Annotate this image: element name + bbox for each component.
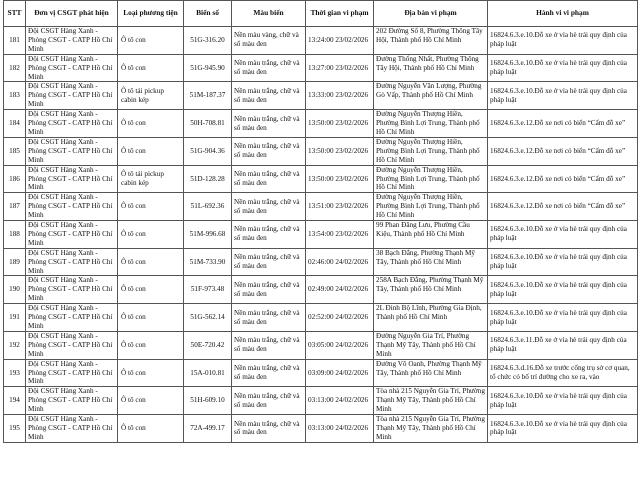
table-row: [4, 193, 638, 221]
cell-plate: 51G-904.36: [184, 137, 232, 165]
cell-stt: 190: [4, 276, 26, 304]
table-row: [4, 82, 638, 110]
cell-plate: 51M-996.68: [184, 221, 232, 249]
cell-time: 02:52:00 24/02/2026: [306, 304, 374, 332]
cell-time: 13:51:00 23/02/2026: [306, 193, 374, 221]
cell-location: Đường Nguyễn Thượng Hiền, Phường Bình Lợi Trung, Thành phố Hồ Chí Minh: [374, 165, 488, 193]
cell-unit: Đội CSGT Hàng Xanh - Phòng CSGT - CATP Hồ Chí Minh: [26, 248, 118, 276]
table-row: [4, 276, 638, 304]
cell-time: 13:50:00 23/02/2026: [306, 137, 374, 165]
header-vehicle: Loại phương tiện: [118, 1, 184, 27]
table-row: [4, 165, 638, 193]
table-row: [4, 27, 638, 55]
table-row: [4, 359, 638, 387]
cell-stt: 191: [4, 304, 26, 332]
cell-plate: 51M-187.37: [184, 82, 232, 110]
cell-stt: 192: [4, 331, 26, 359]
cell-plate: 50E-720.42: [184, 331, 232, 359]
cell-plate: 51D-128.28: [184, 165, 232, 193]
cell-violation: 16824.6.3.e.10.Đỗ xe ở vỉa hè trái quy định của pháp luật: [488, 248, 638, 276]
cell-unit: Đội CSGT Hàng Xanh - Phòng CSGT - CATP Hồ Chí Minh: [26, 193, 118, 221]
cell-location: Đường Nguyễn Gia Trí, Phường Thạnh Mỹ Tây, Thành phố Hồ Chí Minh: [374, 331, 488, 359]
cell-time: 13:27:00 23/02/2026: [306, 54, 374, 82]
cell-vehicle: Ô tô con: [118, 359, 184, 387]
cell-unit: Đội CSGT Hàng Xanh - Phòng CSGT - CATP Hồ Chí Minh: [26, 304, 118, 332]
cell-unit: Đội CSGT Hàng Xanh - Phòng CSGT - CATP Hồ Chí Minh: [26, 359, 118, 387]
cell-location: Đường Võ Oanh, Phường Thạnh Mỹ Tây, Thành phố Hồ Chí Minh: [374, 359, 488, 387]
header-location: Địa bàn vi phạm: [374, 1, 488, 27]
cell-unit: Đội CSGT Hàng Xanh - Phòng CSGT - CATP Hồ Chí Minh: [26, 165, 118, 193]
violations-table: [3, 0, 638, 443]
cell-stt: 194: [4, 387, 26, 415]
cell-violation: 16824.6.3.e.12.Đỗ xe nơi có biển “Cấm đỗ xe”: [488, 110, 638, 138]
cell-plate-color: Nền màu trắng, chữ và số màu đen: [232, 137, 306, 165]
cell-stt: 182: [4, 54, 26, 82]
cell-time: 02:46:00 24/02/2026: [306, 248, 374, 276]
cell-unit: Đội CSGT Hàng Xanh - Phòng CSGT - CATP Hồ Chí Minh: [26, 221, 118, 249]
cell-violation: 16824.6.3.e.10.Đỗ xe ở vỉa hè trái quy định của pháp luật: [488, 387, 638, 415]
header-violation: Hành vi vi phạm: [488, 1, 638, 27]
cell-plate: 51F-973.48: [184, 276, 232, 304]
cell-plate: 51L-692.36: [184, 193, 232, 221]
cell-time: 03:09:00 24/02/2026: [306, 359, 374, 387]
cell-unit: Đội CSGT Hàng Xanh - Phòng CSGT - CATP Hồ Chí Minh: [26, 54, 118, 82]
cell-stt: 193: [4, 359, 26, 387]
cell-time: 02:49:00 24/02/2026: [306, 276, 374, 304]
cell-stt: 187: [4, 193, 26, 221]
cell-plate: 51G-316.20: [184, 27, 232, 55]
cell-vehicle: Ô tô con: [118, 415, 184, 443]
cell-unit: Đội CSGT Hàng Xanh - Phòng CSGT - CATP Hồ Chí Minh: [26, 276, 118, 304]
cell-plate-color: Nền màu trắng, chữ và số màu đen: [232, 331, 306, 359]
cell-plate: 51G-562.14: [184, 304, 232, 332]
cell-location: Đường Nguyễn Thượng Hiền, Phường Bình Lợi Trung, Thành phố Hồ Chí Minh: [374, 110, 488, 138]
cell-time: 13:33:00 23/02/2026: [306, 82, 374, 110]
cell-unit: Đội CSGT Hàng Xanh - Phòng CSGT - CATP Hồ Chí Minh: [26, 110, 118, 138]
cell-violation: 16824.6.3.e.10.Đỗ xe ở vỉa hè trái quy định của pháp luật: [488, 276, 638, 304]
cell-violation: 16824.6.3.e.12.Đỗ xe nơi có biển “Cấm đỗ xe”: [488, 137, 638, 165]
cell-vehicle: Ô tô con: [118, 276, 184, 304]
cell-violation: 16824.6.3.e.11.Đỗ xe ở vỉa hè trái quy định của pháp luật: [488, 331, 638, 359]
header-plate-color: Màu biển: [232, 1, 306, 27]
cell-vehicle: Ô tô con: [118, 248, 184, 276]
cell-vehicle: Ô tô con: [118, 331, 184, 359]
header-plate: Biển số: [184, 1, 232, 27]
cell-location: Đường Nguyễn Văn Lượng, Phường Gò Vấp, Thành phố Hồ Chí Minh: [374, 82, 488, 110]
cell-vehicle: Ô tô con: [118, 221, 184, 249]
cell-violation: 16824.6.3.d.16.Đỗ xe trước cổng trụ sở cơ quan, tổ chức có bố trí đường cho xe ra, vào: [488, 359, 638, 387]
cell-plate-color: Nền màu trắng, chữ và số màu đen: [232, 221, 306, 249]
cell-time: 13:24:00 23/02/2026: [306, 27, 374, 55]
cell-plate: 51G-945.90: [184, 54, 232, 82]
cell-stt: 185: [4, 137, 26, 165]
table-row: [4, 248, 638, 276]
cell-plate-color: Nền màu trắng, chữ và số màu đen: [232, 54, 306, 82]
header-stt: STT: [4, 1, 26, 27]
table-row: [4, 304, 638, 332]
cell-vehicle: Ô tô con: [118, 137, 184, 165]
cell-stt: 184: [4, 110, 26, 138]
cell-time: 13:54:00 23/02/2026: [306, 221, 374, 249]
cell-location: Đường Thống Nhất, Phường Thông Tây Hội, Thành phố Hồ Chí Minh: [374, 54, 488, 82]
cell-stt: 181: [4, 27, 26, 55]
cell-vehicle: Ô tô con: [118, 304, 184, 332]
cell-plate: 15A-010.81: [184, 359, 232, 387]
cell-unit: Đội CSGT Hàng Xanh - Phòng CSGT - CATP Hồ Chí Minh: [26, 331, 118, 359]
cell-plate-color: Nền màu trắng, chữ và số màu đen: [232, 165, 306, 193]
cell-stt: 183: [4, 82, 26, 110]
cell-plate: 72A-499.17: [184, 415, 232, 443]
cell-location: 202 Đường Số 8, Phường Thông Tây Hội, Thành phố Hồ Chí Minh: [374, 27, 488, 55]
cell-plate: 51H-609.10: [184, 387, 232, 415]
cell-unit: Đội CSGT Hàng Xanh - Phòng CSGT - CATP Hồ Chí Minh: [26, 82, 118, 110]
cell-unit: Đội CSGT Hàng Xanh - Phòng CSGT - CATP Hồ Chí Minh: [26, 387, 118, 415]
header-row: [4, 1, 638, 27]
cell-unit: Đội CSGT Hàng Xanh - Phòng CSGT - CATP Hồ Chí Minh: [26, 415, 118, 443]
cell-location: Tòa nhà 215 Nguyễn Gia Trí, Phường Thạnh Mỹ Tây, Thành phố Hồ Chí Minh: [374, 415, 488, 443]
cell-vehicle: Ô tô con: [118, 193, 184, 221]
cell-time: 13:50:00 23/02/2026: [306, 110, 374, 138]
cell-location: 2L Đinh Bộ Lĩnh, Phường Gia Định, Thành phố Hồ Chí Minh: [374, 304, 488, 332]
cell-plate-color: Nền màu trắng, chữ và số màu đen: [232, 82, 306, 110]
cell-violation: 16824.6.3.e.10.Đỗ xe ở vỉa hè trái quy định của pháp luật: [488, 304, 638, 332]
cell-plate-color: Nền màu trắng, chữ và số màu đen: [232, 110, 306, 138]
cell-stt: 186: [4, 165, 26, 193]
cell-violation: 16824.6.3.e.10.Đỗ xe ở vỉa hè trái quy định của pháp luật: [488, 54, 638, 82]
cell-violation: 16824.6.3.e.10.Đỗ xe ở vỉa hè trái quy định của pháp luật: [488, 82, 638, 110]
cell-location: Tòa nhà 215 Nguyễn Gia Trí, Phường Thạnh Mỹ Tây, Thành phố Hồ Chí Minh: [374, 387, 488, 415]
cell-location: Đường Nguyễn Thượng Hiền, Phường Bình Lợi Trung, Thành phố Hồ Chí Minh: [374, 193, 488, 221]
cell-plate-color: Nền màu vàng, chữ và số màu đen: [232, 27, 306, 55]
cell-plate-color: Nền màu trắng, chữ và số màu đen: [232, 387, 306, 415]
header-unit: Đơn vị CSGT phát hiện: [26, 1, 118, 27]
cell-plate: 50H-708.81: [184, 110, 232, 138]
cell-vehicle: Ô tô con: [118, 27, 184, 55]
cell-stt: 195: [4, 415, 26, 443]
header-time: Thời gian vi phạm: [306, 1, 374, 27]
cell-plate-color: Nền màu trắng, chữ và số màu đen: [232, 193, 306, 221]
table-row: [4, 110, 638, 138]
cell-location: 99 Phan Đăng Lưu, Phường Cầu Kiệu, Thành phố Hồ Chí Minh: [374, 221, 488, 249]
cell-violation: 16824.6.3.e.10.Đỗ xe ở vỉa hè trái quy định của pháp luật: [488, 221, 638, 249]
cell-stt: 189: [4, 248, 26, 276]
cell-vehicle: Ô tô con: [118, 54, 184, 82]
cell-location: 38 Bạch Đằng, Phường Thạnh Mỹ Tây, Thành phố Hồ Chí Minh: [374, 248, 488, 276]
cell-location: Đường Nguyễn Thượng Hiền, Phường Bình Lợi Trung, Thành phố Hồ Chí Minh: [374, 137, 488, 165]
table-row: [4, 415, 638, 443]
table-body: [4, 27, 638, 443]
cell-plate-color: Nền màu trắng, chữ và số màu đen: [232, 304, 306, 332]
cell-violation: 16824.6.3.e.10.Đỗ xe ở vỉa hè trái quy định của pháp luật: [488, 27, 638, 55]
cell-stt: 188: [4, 221, 26, 249]
cell-violation: 16824.6.3.e.12.Đỗ xe nơi có biển “Cấm đỗ xe”: [488, 193, 638, 221]
table-row: [4, 221, 638, 249]
cell-violation: 16824.6.3.e.10.Đỗ xe ở vỉa hè trái quy định của pháp luật: [488, 415, 638, 443]
cell-plate-color: Nền màu trắng, chữ và số màu đen: [232, 415, 306, 443]
table-row: [4, 331, 638, 359]
cell-vehicle: Ô tô tải pickup cabin kép: [118, 82, 184, 110]
cell-violation: 16824.6.3.e.12.Đỗ xe nơi có biển “Cấm đỗ xe”: [488, 165, 638, 193]
cell-location: 258A Bạch Đằng, Phường Thạnh Mỹ Tây, Thành phố Hồ Chí Minh: [374, 276, 488, 304]
cell-plate-color: Nền màu trắng, chữ và số màu đen: [232, 248, 306, 276]
table-row: [4, 54, 638, 82]
cell-time: 03:05:00 24/02/2026: [306, 331, 374, 359]
cell-time: 13:50:00 23/02/2026: [306, 165, 374, 193]
cell-plate-color: Nền màu trắng, chữ và số màu đen: [232, 276, 306, 304]
cell-unit: Đội CSGT Hàng Xanh - Phòng CSGT - CATP Hồ Chí Minh: [26, 27, 118, 55]
cell-time: 03:13:00 24/02/2026: [306, 415, 374, 443]
cell-plate: 51M-733.90: [184, 248, 232, 276]
table-row: [4, 137, 638, 165]
cell-vehicle: Ô tô tải pickup cabin kép: [118, 165, 184, 193]
cell-unit: Đội CSGT Hàng Xanh - Phòng CSGT - CATP Hồ Chí Minh: [26, 137, 118, 165]
cell-time: 03:13:00 24/02/2026: [306, 387, 374, 415]
cell-plate-color: Nền màu trắng, chữ và số màu đen: [232, 359, 306, 387]
cell-vehicle: Ô tô con: [118, 387, 184, 415]
table-row: [4, 387, 638, 415]
cell-vehicle: Ô tô con: [118, 110, 184, 138]
